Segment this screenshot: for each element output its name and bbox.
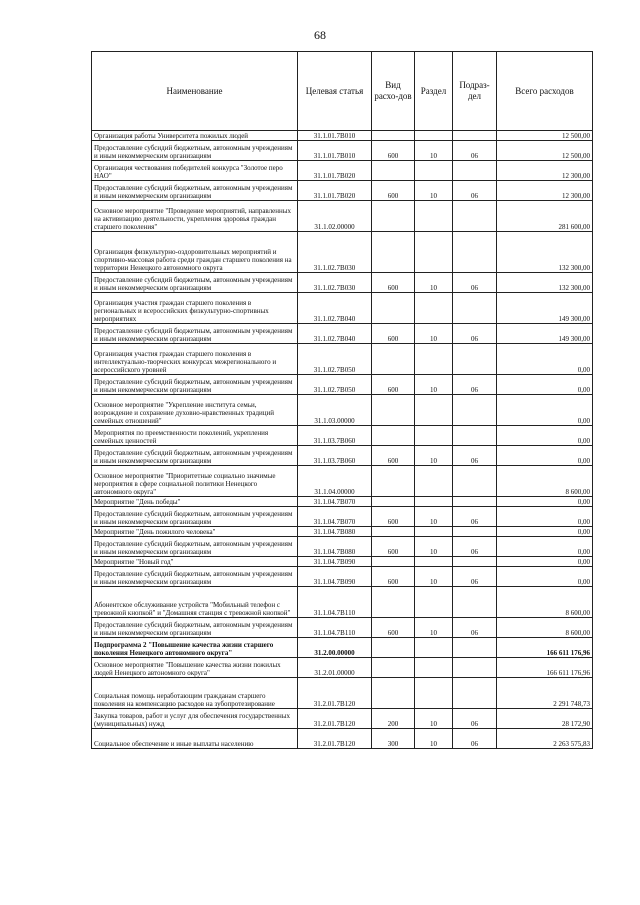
- row-total: 12 500,00: [497, 141, 593, 161]
- row-name: Основное мероприятие "Укрепление института семьи, возрождение и сохранение духовно-нравственных традиций семейных отношений": [92, 395, 298, 426]
- row-expense-kind: [372, 678, 415, 709]
- header-total: Всего расходов: [497, 52, 593, 131]
- row-total: 149 300,00: [497, 293, 593, 324]
- row-expense-kind: [372, 557, 415, 567]
- row-section: [415, 638, 453, 658]
- row-expense-kind: 600: [372, 324, 415, 344]
- table-row: [92, 201, 593, 232]
- table-row: [92, 141, 593, 161]
- table-row: [92, 638, 593, 658]
- row-subsection: [453, 232, 497, 273]
- row-section: [415, 426, 453, 446]
- header-kind: Вид расхо-дов: [372, 52, 415, 131]
- row-section: [415, 557, 453, 567]
- row-total: 149 300,00: [497, 324, 593, 344]
- row-section: 10: [415, 507, 453, 527]
- row-total: 166 611 176,96: [497, 638, 593, 658]
- table-row: [92, 527, 593, 537]
- row-name: Основное мероприятие "Проведение мероприятий, направленных на активизацию деятельности, укрепления здоровья граждан старшего поколения": [92, 201, 298, 232]
- row-target-code: 31.2.01.7В120: [298, 729, 372, 749]
- row-target-code: 31.1.01.7В010: [298, 141, 372, 161]
- table-row: [92, 293, 593, 324]
- row-name: Предоставление субсидий бюджетным, автономным учреждениям и иным некоммерческим организациям: [92, 446, 298, 466]
- row-total: 0,00: [497, 567, 593, 587]
- row-target-code: 31.1.04.7В080: [298, 527, 372, 537]
- row-name: Основное мероприятие "Приоритетные социально значимые мероприятия в сфере социальной политики Ненецкого автономного округа": [92, 466, 298, 497]
- row-total: 2 291 748,73: [497, 678, 593, 709]
- row-subsection: [453, 293, 497, 324]
- table-row: [92, 658, 593, 678]
- row-subsection: 06: [453, 537, 497, 557]
- row-total: 0,00: [497, 446, 593, 466]
- row-section: [415, 678, 453, 709]
- row-name: Закупка товаров, работ и услуг для обеспечения государственных (муниципальных) нужд: [92, 709, 298, 729]
- row-section: [415, 293, 453, 324]
- row-expense-kind: [372, 293, 415, 324]
- row-expense-kind: [372, 161, 415, 181]
- row-expense-kind: 600: [372, 181, 415, 201]
- row-expense-kind: [372, 426, 415, 446]
- row-name: Предоставление субсидий бюджетным, автономным учреждениям и иным некоммерческим организациям: [92, 375, 298, 395]
- row-expense-kind: [372, 587, 415, 618]
- row-subsection: 06: [453, 446, 497, 466]
- row-name: Организация физкультурно-оздоровительных мероприятий и спортивно-массовая работа среди граждан старшего поколения на территории Ненецкого автономного округа: [92, 232, 298, 273]
- row-expense-kind: 600: [372, 507, 415, 527]
- row-section: [415, 395, 453, 426]
- row-section: 10: [415, 709, 453, 729]
- table-row: [92, 618, 593, 638]
- row-target-code: 31.1.02.7В040: [298, 293, 372, 324]
- row-name: Социальная помощь неработающим гражданам старшего поколения на компенсацию расходов на зубопротезирование: [92, 678, 298, 709]
- row-target-code: 31.1.02.7В030: [298, 273, 372, 293]
- row-section: 10: [415, 375, 453, 395]
- row-name: Организация чествования победителей конкурса "Золотое перо НАО": [92, 161, 298, 181]
- table-header-row: [92, 52, 593, 131]
- row-target-code: 31.1.02.7В040: [298, 324, 372, 344]
- header-section: Раздел: [415, 52, 453, 131]
- row-expense-kind: 600: [372, 537, 415, 557]
- row-total: 0,00: [497, 375, 593, 395]
- row-target-code: 31.1.03.7В060: [298, 426, 372, 446]
- row-target-code: 31.1.02.7В050: [298, 344, 372, 375]
- table-row: [92, 557, 593, 567]
- row-total: 132 300,00: [497, 273, 593, 293]
- row-total: 0,00: [497, 344, 593, 375]
- row-subsection: 06: [453, 709, 497, 729]
- row-target-code: 31.1.01.7В010: [298, 131, 372, 141]
- table-row: [92, 729, 593, 749]
- row-total: 0,00: [497, 537, 593, 557]
- row-subsection: [453, 678, 497, 709]
- row-name: Абонентское обслуживание устройств "Мобильный телефон с тревожной кнопкой" и "Домашняя станция с тревожной кнопкой": [92, 587, 298, 618]
- row-total: 281 600,00: [497, 201, 593, 232]
- row-target-code: 31.1.03.00000: [298, 395, 372, 426]
- row-name: Мероприятие "Новый год": [92, 557, 298, 567]
- table-row: [92, 507, 593, 527]
- row-expense-kind: 600: [372, 141, 415, 161]
- row-expense-kind: [372, 497, 415, 507]
- table-row: [92, 395, 593, 426]
- row-subsection: 06: [453, 567, 497, 587]
- page-number: 68: [314, 28, 326, 42]
- row-expense-kind: [372, 527, 415, 537]
- table-row: [92, 678, 593, 709]
- row-section: [415, 131, 453, 141]
- row-subsection: [453, 395, 497, 426]
- row-target-code: 31.1.04.7В070: [298, 497, 372, 507]
- row-subsection: 06: [453, 273, 497, 293]
- row-target-code: 31.1.04.7В110: [298, 618, 372, 638]
- row-name: Организация работы Университета пожилых людей: [92, 131, 298, 141]
- row-subsection: 06: [453, 618, 497, 638]
- table-row: [92, 497, 593, 507]
- table-row: [92, 324, 593, 344]
- row-section: [415, 466, 453, 497]
- row-target-code: 31.1.04.7В110: [298, 587, 372, 618]
- row-subsection: [453, 161, 497, 181]
- row-section: 10: [415, 141, 453, 161]
- row-expense-kind: [372, 658, 415, 678]
- row-target-code: 31.2.01.7В120: [298, 709, 372, 729]
- row-total: 8 600,00: [497, 466, 593, 497]
- table-row: [92, 466, 593, 497]
- row-target-code: 31.1.01.7В020: [298, 161, 372, 181]
- row-expense-kind: 600: [372, 618, 415, 638]
- row-total: 8 600,00: [497, 587, 593, 618]
- table-row: [92, 344, 593, 375]
- row-subsection: 06: [453, 324, 497, 344]
- row-total: 12 300,00: [497, 161, 593, 181]
- row-subsection: 06: [453, 507, 497, 527]
- row-total: 166 611 176,96: [497, 658, 593, 678]
- budget-table: [91, 51, 593, 749]
- table-row: [92, 446, 593, 466]
- row-subsection: [453, 658, 497, 678]
- row-subsection: [453, 497, 497, 507]
- row-subsection: [453, 344, 497, 375]
- table-row: [92, 375, 593, 395]
- row-target-code: 31.1.04.00000: [298, 466, 372, 497]
- row-name: Социальное обеспечение и иные выплаты населению: [92, 729, 298, 749]
- row-expense-kind: [372, 466, 415, 497]
- row-section: 10: [415, 618, 453, 638]
- row-expense-kind: [372, 638, 415, 658]
- row-subsection: [453, 638, 497, 658]
- header-name: Наименование: [92, 52, 298, 131]
- row-total: 2 263 575,83: [497, 729, 593, 749]
- row-total: 28 172,90: [497, 709, 593, 729]
- row-name: Предоставление субсидий бюджетным, автономным учреждениям и иным некоммерческим организациям: [92, 324, 298, 344]
- table-row: [92, 232, 593, 273]
- header-target: Целевая статья: [298, 52, 372, 131]
- table-row: [92, 587, 593, 618]
- row-section: [415, 587, 453, 618]
- row-name: Мероприятие "День победы": [92, 497, 298, 507]
- row-subsection: [453, 527, 497, 537]
- row-expense-kind: 600: [372, 375, 415, 395]
- row-target-code: 31.1.02.00000: [298, 201, 372, 232]
- row-target-code: 31.1.02.7В030: [298, 232, 372, 273]
- row-expense-kind: 600: [372, 567, 415, 587]
- row-section: 10: [415, 181, 453, 201]
- row-section: [415, 201, 453, 232]
- row-section: [415, 658, 453, 678]
- table-row: [92, 181, 593, 201]
- table-row: [92, 537, 593, 557]
- row-section: [415, 527, 453, 537]
- row-subsection: [453, 201, 497, 232]
- row-expense-kind: [372, 201, 415, 232]
- row-total: 0,00: [497, 527, 593, 537]
- row-section: 10: [415, 729, 453, 749]
- table-row: [92, 567, 593, 587]
- row-expense-kind: 600: [372, 446, 415, 466]
- row-section: [415, 344, 453, 375]
- row-subsection: [453, 466, 497, 497]
- row-total: 12 300,00: [497, 181, 593, 201]
- table-row: [92, 273, 593, 293]
- row-expense-kind: 200: [372, 709, 415, 729]
- row-target-code: 31.1.04.7В090: [298, 557, 372, 567]
- row-total: 0,00: [497, 395, 593, 426]
- row-expense-kind: 300: [372, 729, 415, 749]
- row-target-code: 31.1.02.7В050: [298, 375, 372, 395]
- row-subsection: 06: [453, 375, 497, 395]
- row-expense-kind: [372, 395, 415, 426]
- row-target-code: 31.2.01.00000: [298, 658, 372, 678]
- row-total: 0,00: [497, 497, 593, 507]
- row-total: 8 600,00: [497, 618, 593, 638]
- row-name: Предоставление субсидий бюджетным, автономным учреждениям и иным некоммерческим организациям: [92, 181, 298, 201]
- row-subsection: 06: [453, 141, 497, 161]
- table-row: [92, 161, 593, 181]
- table-row: [92, 709, 593, 729]
- header-subsection: Подраз-дел: [453, 52, 497, 131]
- row-subsection: 06: [453, 729, 497, 749]
- row-total: 0,00: [497, 507, 593, 527]
- row-name: Организация участия граждан старшего поколения в региональных и всероссийских физкультурно-спортивных мероприятиях: [92, 293, 298, 324]
- row-name: Предоставление субсидий бюджетным, автономным учреждениям и иным некоммерческим организациям: [92, 618, 298, 638]
- row-subsection: [453, 426, 497, 446]
- row-total: 0,00: [497, 426, 593, 446]
- row-target-code: 31.1.04.7В080: [298, 537, 372, 557]
- table-row: [92, 426, 593, 446]
- row-name: Организация участия граждан старшего поколения в интеллектуально-творческих конкурсах межрегионального и всероссийского уровней: [92, 344, 298, 375]
- row-expense-kind: [372, 131, 415, 141]
- row-target-code: 31.1.01.7В020: [298, 181, 372, 201]
- row-subsection: [453, 557, 497, 567]
- row-name: Мероприятие "День пожилого человека": [92, 527, 298, 537]
- row-section: 10: [415, 537, 453, 557]
- row-target-code: 31.2.01.7В120: [298, 678, 372, 709]
- row-section: 10: [415, 446, 453, 466]
- row-name: Предоставление субсидий бюджетным, автономным учреждениям и иным некоммерческим организациям: [92, 141, 298, 161]
- row-name: Предоставление субсидий бюджетным, автономным учреждениям и иным некоммерческим организациям: [92, 507, 298, 527]
- row-target-code: 31.1.04.7В090: [298, 567, 372, 587]
- row-target-code: 31.1.03.7В060: [298, 446, 372, 466]
- row-total: 132 300,00: [497, 232, 593, 273]
- row-section: [415, 232, 453, 273]
- row-name: Основное мероприятие "Повышение качества жизни пожилых людей Ненецкого автономного округа": [92, 658, 298, 678]
- row-subsection: 06: [453, 181, 497, 201]
- row-expense-kind: [372, 232, 415, 273]
- row-subsection: [453, 587, 497, 618]
- row-name: Предоставление субсидий бюджетным, автономным учреждениям и иным некоммерческим организациям: [92, 567, 298, 587]
- row-section: 10: [415, 567, 453, 587]
- row-name: Подпрограмма 2 "Повышение качества жизни старшего поколения Ненецкого автономного округа": [92, 638, 298, 658]
- row-name: Мероприятия по преемственности поколений, укрепления семейных ценностей: [92, 426, 298, 446]
- row-expense-kind: [372, 344, 415, 375]
- row-target-code: 31.1.04.7В070: [298, 507, 372, 527]
- row-total: 0,00: [497, 557, 593, 567]
- row-total: 12 500,00: [497, 131, 593, 141]
- row-target-code: 31.2.00.00000: [298, 638, 372, 658]
- row-name: Предоставление субсидий бюджетным, автономным учреждениям и иным некоммерческим организациям: [92, 537, 298, 557]
- row-subsection: [453, 131, 497, 141]
- row-name: Предоставление субсидий бюджетным, автономным учреждениям и иным некоммерческим организациям: [92, 273, 298, 293]
- row-section: [415, 161, 453, 181]
- table-row: [92, 131, 593, 141]
- row-section: 10: [415, 273, 453, 293]
- row-section: 10: [415, 324, 453, 344]
- row-section: [415, 497, 453, 507]
- row-expense-kind: 600: [372, 273, 415, 293]
